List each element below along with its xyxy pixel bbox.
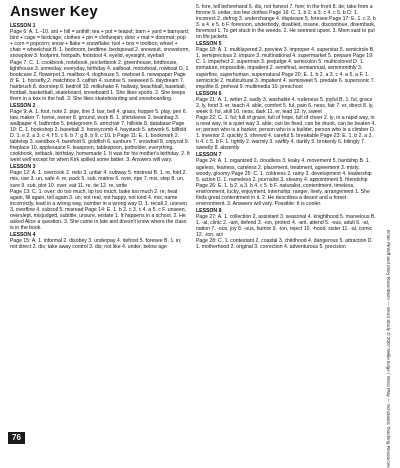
- lesson-heading: LESSON 4: [10, 232, 36, 239]
- answer-paragraph: Page 28: C. 1. contestant 2. coastal 3. childhood 4. dangerous 5. attraction D. 1. motherhood 2. original 3. correction 4. adventurous 5. precision: [196, 238, 373, 251]
- lesson-block: [196, 41, 376, 89]
- copyright-sidebar: [384, 230, 394, 468]
- lesson-block: [10, 23, 190, 102]
- answer-paragraph: Page 21: A. 1. writer 2. sadly 3. washable 4. rudeness 5. joyful B. 1. ful, grace 2. ly, fond 3. er, teach 4. able, comfort 5. ful, pain 6. ness, fair 7. er, direct 8. ly, week 9. ful, skill 10. ness, dark 11. er, lead 12. ly, sweet: [196, 96, 374, 115]
- lesson-heading: LESSON 6: [196, 90, 222, 97]
- answer-paragraph: Page 22: C. 1. ful; full of grace, full of hope, full of cheer 2. ly; in a rapid way, in a neat way, in a quiet way 3. able; can be fixed, can be drunk, can be beaten 4. er; person who is a banker, person who is a builder, person who is a climber D. 1. inventor 2. quickly 3. shrewd 4. careful 5. breakable Page 23: E. 1. b 2. a 3. b 4. c 5. b F. 1. tightly 2. warmly 3. swiftly 4. darkly 5. brokenly 6. bitingly 7. sweetly 8. absently: [196, 115, 376, 152]
- lesson-block: [10, 164, 190, 231]
- lesson-block: [196, 91, 376, 152]
- answer-paragraph: Page 27: A. 1. collection 2. assistant 3. seasonal 4. knighthood 5. marvelous B. 1. -al, clinic 2. -ant, defend 3. -ion, protect 4. -ant, attend 5. -ous, adult 6. -al, nation 7. -ous, joy 8. -ous, humor 9. -ion, reject 10. -hood, sister 11. -al, comic 12. -ion, act: [196, 213, 376, 239]
- page-number: 76: [8, 432, 25, 444]
- answer-paragraph: Page 7: C. 1. cookbook, notebook, pocketbook 2. greenhouse, birdhouse, lighthouse 3. someday, everyday, birthday 4. sailboat, motorboat, rowboat D. 1. bookcase 2. flowerpot 3. mailbox 4. doghouse 5. rowboat 6. newspaper Page 8: E. 1. horsefly 2. matchbox 3. catfish 4. sunrise 5. seaweed 6. daydream 7. hairbrush 8. doorstep 9. bedroll 10. milkshake F. hallway, beachball, baseball, football, basketball, skateboard, snowboard 1. She likes sports. 2. She keeps them in a box in the hall. 3. She likes skateboarding and snowboarding.: [10, 59, 190, 102]
- answer-paragraph: Page 6: A. 1.–10. ant + hill = anthill; tea + pot = teapot; barn + yard = barnyard; bird + cage = birdcage; clothes + pin = clothespin; door + mat = doormat; pop + corn = popcorn; snow + flake = snowflake; tool + box = toolbox; wheel + chair = wheelchair B. 1. bedroom, bedtime, bedspread 2. snowsuit, snowstorm, snowplow 3. footprint, footpath, footstool 4. eyelid, eyesight, eyeball: [10, 29, 190, 60]
- page-title: Answer Key: [10, 3, 98, 20]
- lesson-block: [10, 103, 190, 163]
- answer-paragraph: Page 24: A. 1. organized 2. cloudless 3. leaky 4. movement 5. hardship B. 1. ageless, fearless, careless 2. placement, treatment, agreement 3. misty, woody, gloomy Page 25: C. 1. coldness 2. rainy 3. development 4. leadership 5. action D. 1. nameless 2. journalist 3. steamy 4. appointment 5. friendship Page 26: E. 1. b 2. a 3. b 4. c 5. b F. naturalist, contentment, timeless, environment, lucky, enjoyment, internship, ranger, lively, arrangement 1. She finds great contentment in it. 2. He describes a desert and a forest environment. 3. Answers will vary. Possible: It is cooler.: [196, 158, 372, 207]
- answer-paragraph: Page 15: A. 1. informal 2. disobey 3. underpay 4. defrost 5. foresee B. 1. in; not direct 2. dis; take away control 3. dis; not like 4. under, below age: [10, 238, 182, 251]
- right-column: [196, 4, 376, 251]
- lesson-heading: LESSON 3: [10, 164, 36, 171]
- lesson-heading: LESSON 8: [196, 207, 222, 214]
- answer-paragraph: Page 13: C. 1. over; do too much, tip too much, bake too much 2. re; heat again, fill again, tell again 3. un; not real, not happy, not kind 4. mis; name incorrectly, lead in a wrong way, number in a wrong way D. 1. recall 2. uneven 3. overflow 4. subsoil 5. misread Page 14: E. 1. b 2. c 3. c 4. a 5. c F. unseen, overslept, misjudged, subtitle, unsure, restate 1. It happens in a school. 2. He asked Alice a question. 3. She came in late and doesn't know where the class is in the book.: [10, 188, 187, 232]
- answer-paragraph: 5. fore, tell beforehand 6. dis, not honest 7. fore; in the front 8. de; take from a throne 9. under, too few clothes Page 16: C. 1. b 2. a 3. c 4. c 5. b D. 1. incorrect 2. defrog 3. underchange 4. displease 5. foresee Page 17: E. 1. c 2. b 3. a 4. e 5. b F. forenoon, underbody, disabled, insane, discontinue, disembark, foremost 1. To get stuck in the weeds. 2. He seemed upset. 3. Mom said to put on life jackets.: [196, 4, 376, 41]
- lesson-block: [196, 4, 376, 40]
- page-footer: [0, 432, 400, 445]
- answer-paragraph: Page 12: A. 1. overcook 2. redo 3. unfair 4. subway 5. mistreat B. 1. re, fold 2. mis, use 3. un, safe 4. re, pack 5. sub, marine 6. over, ripe 7. mis, step 8. un, sure 9. sub, plot 10. over, eat 11. re, tie 12. re, write: [10, 170, 187, 189]
- lesson-heading: LESSON 1: [10, 23, 36, 29]
- lesson-heading: LESSON 7: [196, 152, 222, 159]
- lesson-block: [10, 232, 190, 250]
- left-column: [10, 22, 190, 251]
- lesson-heading: LESSON 2: [10, 102, 36, 109]
- lesson-heading: LESSON 5: [196, 41, 222, 48]
- lesson-block: [196, 208, 376, 251]
- answer-paragraph: Page 9: A. 1. foot, note 2. pipe, line 3. bar, bell 4. grass, hopper 5. play, pen 6. law, maker 7. home, owner 8. ground, work B. 1. shirtsleeve 2. beanbag 3. wallpaper 4. bathrobe 5. bridegroom 6. armchair 7. hillside 8. database Page 10: C. 1. bookshop 2. baseball 3. honeycomb 4. haystack 5. artwork 6. billfold D. 1. e 2. a 3. c 4. f 5. c 6. b 7. g 8. b 9. c 10. b Page 11: E. 1. bookmark 2. tabletop 3. sandbox 4. barefoot 5. goldfish 6. sunburn 7. snowball 8. copycat 9. fireplace 10. applesauce F. teaspoon, tablespoon, potholder, everything, cookbook, setback, birthday, homemade 1. It was for his mother's birthday. 2. It went well except for when Kirk spilled some batter. 3. Answers will vary.: [10, 108, 190, 164]
- lesson-block: [196, 152, 376, 206]
- copyright-text: Ernie Pintoff and Mary Rosenblum — Word Study © 2007 Nellie Edge / Word Play — Scholastic Teaching Resources: [386, 230, 391, 468]
- answer-paragraph: Page 18: A. 1. multilayered 2. preview 3. improper 4. superstar 5. semicircle B. 1. semiprecious 2. impure 3. multinational 4. supermarket 5. prepare Page 19: C. 1. imperfect 2. superman 3. prejudge 4. semicolon 5. multicolored D. 1. immature, impossible, impatient 2. semifinal, semiannual, semimonthly 3. superfine, superhuman, supernatural Page 20: E. 1. b 2. a 3. c 4. a 5. a F. 1. semicircle 2. multicultural 3. impatient 4. semisweet 5. predate 6. supersonic 7. impolite 8. preheat 9. multimedia 10. preschool: [196, 47, 376, 90]
